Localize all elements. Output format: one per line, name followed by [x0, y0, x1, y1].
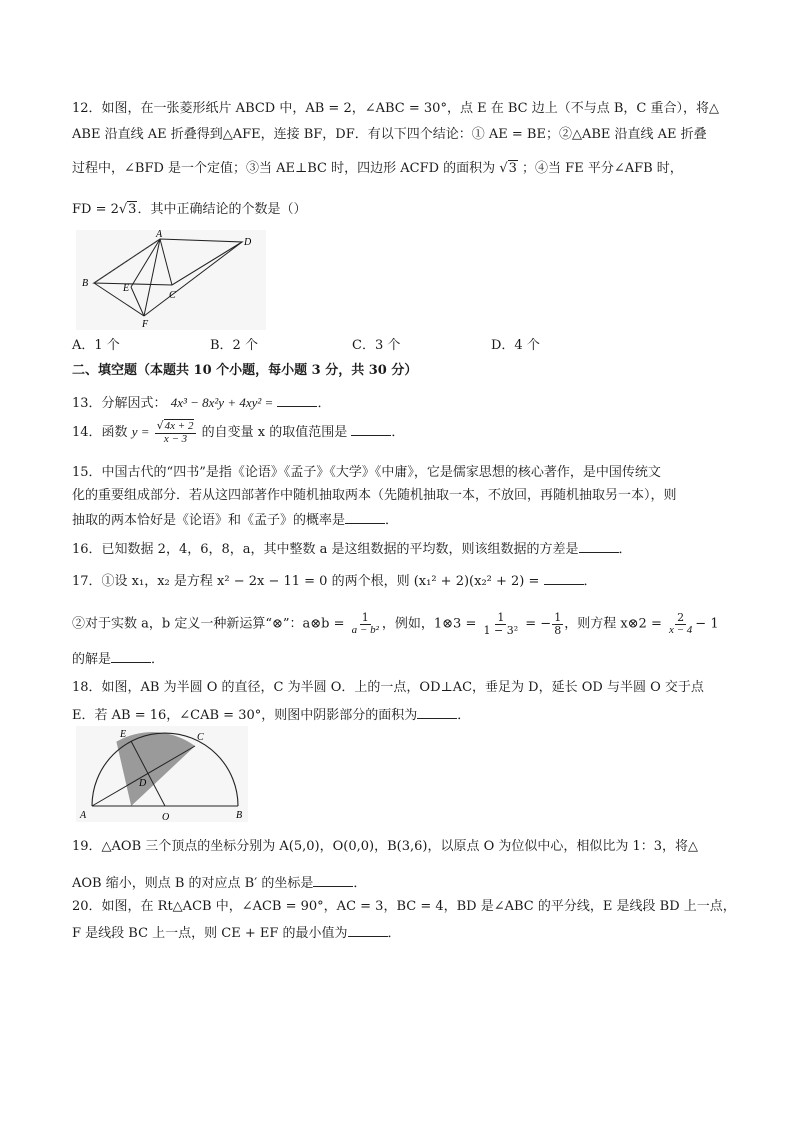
label-b: B [236, 810, 243, 821]
q12-line3-tail: ；④当 FE 平分∠AFB 时， [522, 161, 683, 176]
q15-line2: 化的重要组成部分．若从这四部著作中随机抽取两本（先随机抽取一本，不放回，再随机抽取另一本），则 [72, 488, 677, 503]
q18-line1: 18．如图，AB 为半圆 O 的直径，C 为半圆 O．上的一点，OD⊥AC，垂足为 D，延长 OD 与半圆 O 交于点 [72, 680, 704, 695]
q12-line4-text: FD = 2 [72, 202, 119, 217]
q12-line4-tail: ．其中正确结论的个数是（） [137, 202, 307, 217]
q15-line3 [72, 512, 398, 527]
label-o: O [162, 812, 170, 822]
q17-end: ． [151, 652, 165, 667]
frac-num: 1 [554, 611, 562, 624]
q17-part1-text: 17．①设 x₁，x₂ 是方程 x² − 2x − 11 = 0 的两个根，则 (x₁² + 2)(x₂² + 2) = [72, 574, 540, 589]
label-c: C [197, 732, 204, 743]
choice-d: D．4 个 [491, 338, 540, 353]
answer-blank[interactable] [111, 651, 151, 663]
q14-prefix: 14．函数 [72, 425, 128, 441]
q17-eq: = − [525, 616, 552, 632]
q19-line2 [72, 875, 366, 890]
q17-tail: − 1 [695, 616, 719, 632]
q13-end: ． [317, 396, 331, 411]
q14-suffix: 的自变量 x 的取值范围是 [201, 425, 348, 441]
q18-end: ． [457, 708, 471, 723]
choice-a: A．1 个 [72, 338, 120, 353]
label-e: E [120, 729, 127, 740]
q17-frac2 [482, 612, 521, 636]
label-f: F [142, 319, 149, 330]
q13-prefix: 13．分解因式： [72, 396, 167, 411]
answer-blank[interactable] [544, 573, 584, 585]
label-e: E [123, 283, 130, 294]
q19-end: ． [353, 876, 367, 891]
q17-part1-end: ． [583, 574, 597, 589]
answer-blank[interactable] [277, 395, 317, 407]
label-c: C [169, 290, 176, 301]
q17-part1 [72, 573, 597, 588]
section-header: 二、填空题（本题共 10 个小题，每小题 3 分，共 30 分） [72, 363, 418, 378]
answer-blank[interactable] [351, 424, 391, 436]
answer-blank[interactable] [417, 707, 457, 719]
q14 [72, 420, 404, 445]
q15-end: ． [385, 513, 399, 528]
answer-blank[interactable] [348, 925, 388, 937]
frac-den: a − b² [351, 623, 379, 636]
label-b: B [82, 278, 89, 289]
q12-line4-root: 3 [128, 202, 137, 217]
sqrt-sign: √ [499, 161, 508, 176]
q17-line3 [72, 651, 164, 666]
sqrt-sign: √ [156, 419, 164, 432]
q19-line2-text: AOB 缩小，则点 B 的对应点 B′ 的坐标是 [72, 876, 314, 891]
label-d: D [139, 778, 147, 789]
q18-semicircle-figure [76, 726, 248, 822]
q18-line2-text: E．若 AB = 16，∠CAB = 30°，则图中阴影部分的面积为 [72, 708, 418, 723]
q19-line1: 19．△AOB 三个顶点的坐标分别为 A(5,0)，O(0,0)，B(3,6)，以原点 O 为位似中心，相似比为 1：3，将△ [72, 839, 699, 854]
q12-line3 [72, 162, 683, 175]
q12-line3-text: 过程中，∠BFD 是一个定值；③当 AE⊥BC 时，四边形 ACFD 的面积为 [72, 161, 496, 176]
q13 [72, 395, 330, 410]
q14-num-text: 4x + 2 [164, 420, 194, 432]
q20-end: ． [387, 926, 401, 941]
label-d: D [244, 237, 252, 248]
q15-line3-text: 抽取的两本恰好是《论语》和《孟子》的概率是 [72, 513, 346, 528]
q17-line3-text: 的解是 [72, 652, 112, 667]
frac-num: 1 [361, 611, 369, 624]
label-a: A [80, 810, 87, 821]
q17-equation: ，则方程 x⊗2 = [564, 616, 662, 632]
q17-part2-text: ②对于实数 a，b 定义一种新运算“⊗”：a⊗b = [72, 616, 345, 632]
q20-line2-text: F 是线段 BC 上一点，则 CE + EF 的最小值为 [72, 926, 348, 941]
q17-frac4 [667, 612, 694, 636]
q13-expr: 4x³ − 8x²y + 4xy² = [170, 395, 274, 410]
label-a: A [156, 230, 163, 240]
q16 [72, 541, 632, 556]
answer-blank[interactable] [345, 512, 385, 524]
frac-den: 8 [554, 623, 562, 637]
q17-part2 [72, 612, 719, 636]
answer-blank[interactable] [579, 541, 619, 553]
q20-line1: 20．如图，在 Rt△ACB 中，∠ACB = 90°，AC = 3，BC = 4，BD 是∠ABC 的平分线，E 是线段 BD 上一点， [72, 899, 736, 914]
q18-line2 [72, 707, 470, 722]
q14-num [155, 420, 197, 434]
q17-frac3 [552, 612, 563, 636]
choice-b: B．2 个 [210, 338, 258, 353]
q12-line1: 12．如图，在一张菱形纸片 ABCD 中，AB = 2，∠ABC = 30°，点 E 在 BC 边上（不与点 B，C 重合），将△ [72, 101, 719, 116]
choice-c: C．3 个 [352, 338, 401, 353]
q17-part2-example: ，例如，1⊗3 = [381, 616, 477, 632]
q14-den: x − 3 [163, 432, 188, 445]
q16-end: ． [618, 542, 632, 557]
frac-num: 2 [677, 611, 685, 624]
frac-num: 1 [497, 611, 505, 624]
q16-text: 16．已知数据 2，4，6，8，a，其中整数 a 是这组数据的平均数，则该组数据的方差是 [72, 542, 579, 557]
q12-line4 [72, 203, 306, 216]
q12-rhombus-figure [76, 230, 266, 330]
frac-den: x − 4 [668, 623, 693, 636]
q20-line2 [72, 925, 401, 940]
q14-y: y = [131, 424, 150, 440]
q15-line1: 15．中国古代的“四书”是指《论语》《孟子》《大学》《中庸》，它是儒家思想的核心著作，是中国传统文 [72, 465, 661, 480]
frac-den: 1 − 3² [483, 623, 519, 637]
q14-end: ． [391, 425, 405, 441]
q12-line2: ABE 沿直线 AE 折叠得到△AFE，连接 BF，DF．有以下四个结论：① AE = BE；②△ABE 沿直线 AE 折叠 [72, 127, 707, 142]
q12-line3-root: 3 [508, 161, 517, 176]
q17-frac1 [350, 612, 381, 636]
answer-blank[interactable] [313, 875, 353, 887]
sqrt-sign: √ [118, 202, 128, 217]
q14-fraction [155, 420, 197, 445]
